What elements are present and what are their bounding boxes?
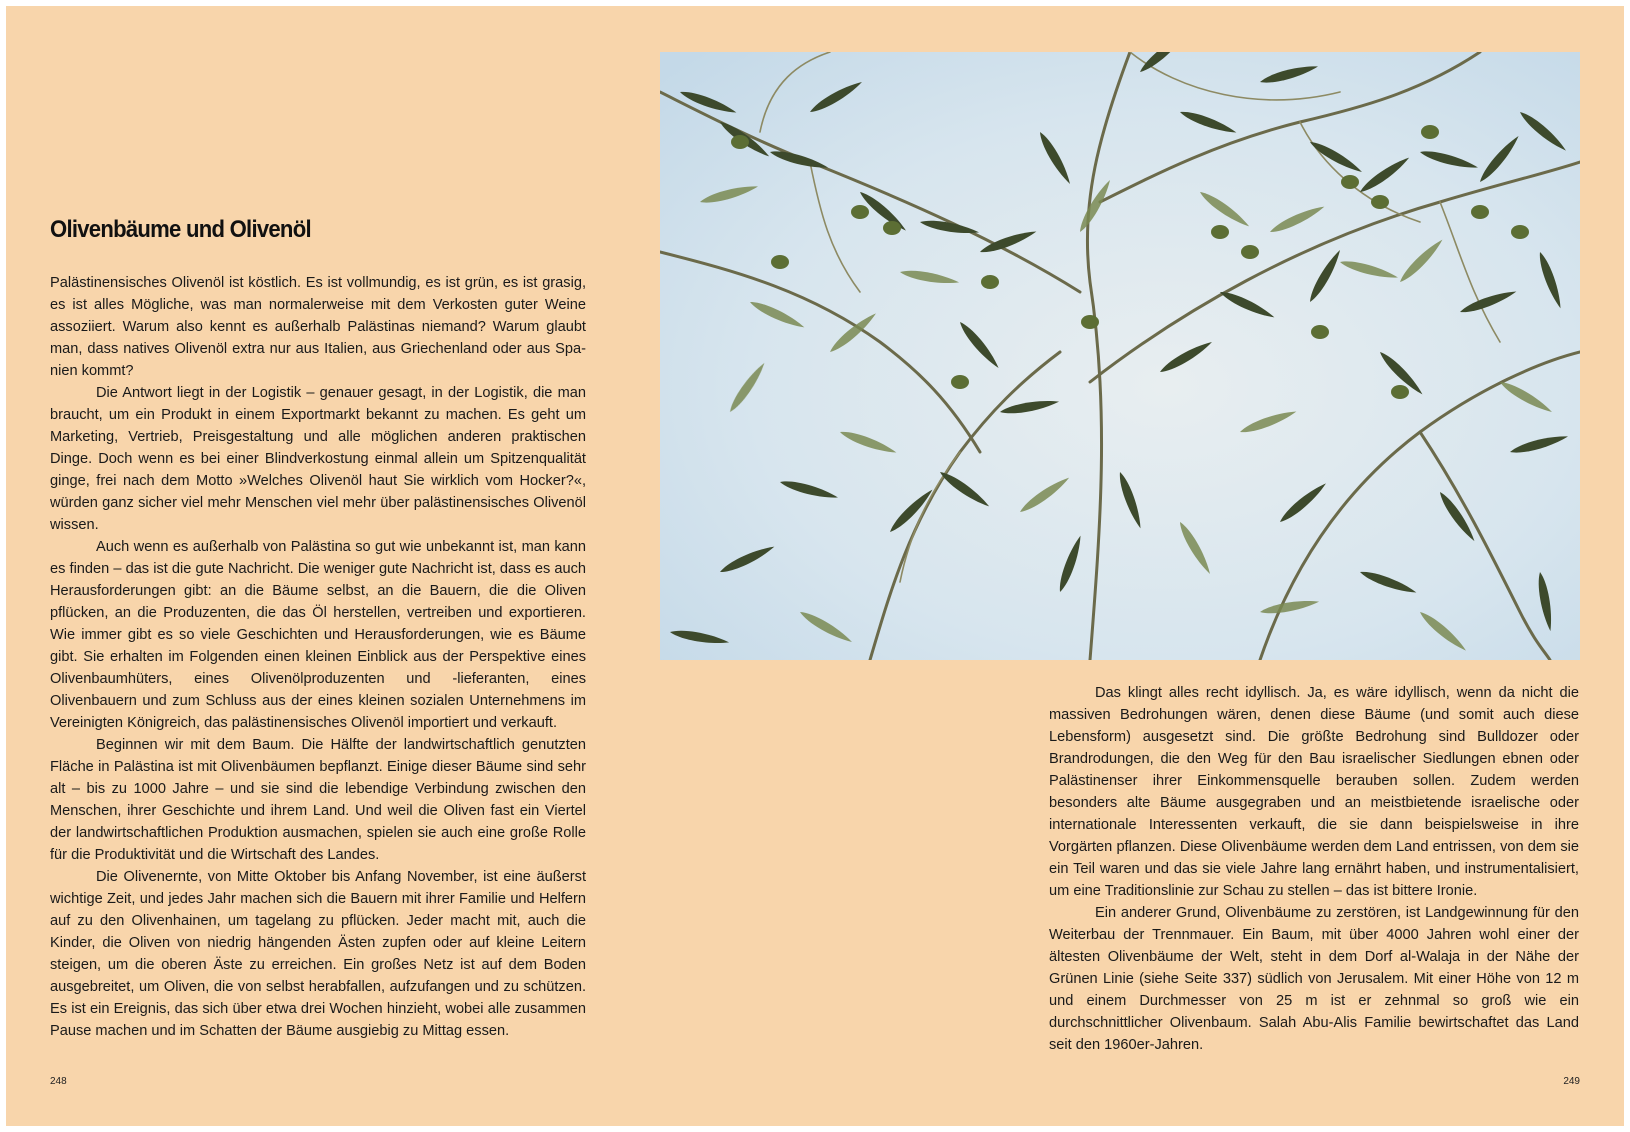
page-number-left: 248 bbox=[50, 1076, 67, 1087]
right-text-column bbox=[1049, 682, 1579, 1056]
paragraph: Die Olivenernte, von Mitte Oktober bis Anfang November, ist eine äußerst wichtige Zeit, und jedes Jahr machen sich die Bauern mit ihrer Familie und Helfern auf zu den Olivenhainen, um tagelang zu pflücken. Jeder macht mit, auch die Kinder, die Oliven von niedrig hängenden Ästen zupfen oder auf kleine Leitern steigen, um die oberen Äste zu erreichen. Ein großes Netz ist auf dem Boden ausgebreitet, um Oliven, die von selbst herabfallen, aufzufangen und zu schützen. Es ist ein Ereignis, das sich über etwa drei Wochen hinzieht, wobei alle zusammen Pause machen und im Schatten der Bäume ausgiebig zu Mittag essen. bbox=[50, 869, 586, 1039]
paragraph: Das klingt alles recht idyllisch. Ja, es wäre idyllisch, wenn da nicht die massiven Bedrohungen wären, denen diese Bäume (und somit auch diese Lebensform) ausgesetzt sind. Die größte Bedrohung sind Bulldozer oder Brandrodungen, die den Weg für den Bau israelischer Siedlungen ebnen oder Palästinenser ihrer Einkommensquelle berauben sollen. Zudem werden besonders alte Bäume ausgegraben und an meistbietende israelische oder internationale Interessenten verkauft, die sie dann beispielsweise in ihre Vorgärten pflanzen. Diese Olivenbäume werden dem Land entrissen, von dem sie ein Teil waren und das sie viele Jahre lang ernährt haben, und instrumentalisiert, um eine Traditionslinie zur Schau zu stellen – das ist bittere Ironie. bbox=[1049, 685, 1579, 899]
paragraph: Ein anderer Grund, Olivenbäume zu zerstören, ist Landgewinnung für den Weiterbau der Trennmauer. Ein Baum, mit über 4000 Jahren wohl einer der ältesten Olivenbäume der Welt, steht in dem Dorf al-Walaja in der Nähe der Grünen Linie (siehe Seite 337) südlich von Jerusalem. Mit einer Höhe von 12 m und einem Durchmesser von 25 m ist er zehnmal so groß wie ein durchschnittlicher Olivenbaum. Salah Abu-Alis Familie bewirtschaftet das Land seit den 1960er-Jahren. bbox=[1049, 905, 1579, 1053]
olive-branch-photo bbox=[660, 52, 1580, 660]
left-text-column bbox=[50, 272, 586, 1042]
page-number-right: 249 bbox=[1563, 1076, 1580, 1087]
chapter-heading: Olivenbäume und Olivenöl bbox=[50, 216, 311, 243]
paragraph: Die Antwort liegt in der Logistik – genauer gesagt, in der Logistik, die man braucht, um ein Produkt in einem Exportmarkt bekannt zu machen. Es geht um Marketing, Vertrieb, Preisgestaltung und alle möglichen anderen praktischen Dinge. Doch wenn es bei einer Blindverkostung einmal allein um Spitzenqualität ginge, frei nach dem Motto »Welches Olivenöl haut Sie wirklich vom Hocker?«, würden ganz sicher viel mehr Menschen viel mehr über palästinensisches Olivenöl wissen. bbox=[50, 385, 586, 533]
left-page bbox=[50, 6, 590, 1126]
book-spread bbox=[6, 6, 1624, 1126]
paragraph: Auch wenn es außerhalb von Palästina so gut wie unbekannt ist, man kann es finden – das ist die gute Nachricht. Die weniger gute Nachricht ist, dass es auch Herausforderungen gibt: an die Bäume selbst, an die Bauern, die die Oliven pflücken, an die Produzenten, die das Öl herstellen, vertreiben und exportieren. Wie immer gibt es so viele Geschichten und Herausforderungen, wie es Bäume gibt. Sie erhalten im Folgenden einen kleinen Einblick aus der Perspektive eines Olivenbaumhüters, eines Olivenölproduzenten und -lieferanten, eines Olivenbauern und zum Schluss aus der eines kleinen sozialen Unternehmens im Vereinigten Königreich, das palästinensisches Olivenöl importiert und verkauft. bbox=[50, 539, 586, 731]
olive-branch-illustration bbox=[660, 52, 1580, 660]
paragraph: Beginnen wir mit dem Baum. Die Hälfte der landwirtschaftlich genutzten Fläche in Palästina ist mit Olivenbäumen bepflanzt. Einige dieser Bäume sind sehr alt – bis zu 1000 Jahre – und sie sind die lebendige Verbindung zwischen den Menschen, ihrer Geschichte und ihrem Land. Und weil die Oliven fast ein Viertel der landwirtschaftlichen Produktion ausmachen, spielen sie auch eine große Rolle für die Produktivität und die Wirtschaft des Landes. bbox=[50, 737, 586, 863]
paragraph: Palästinensisches Olivenöl ist köstlich. Es ist vollmundig, es ist grün, es ist grasig, es ist alles Mögliche, was man normalerweise mit dem Verkosten guter Weine assoziiert. Warum also kennt es außerhalb Palästinas niemand? Warum glaubt man, dass natives Olivenöl extra nur aus Italien, aus Griechenland oder aus Spanien kommt? bbox=[50, 275, 586, 379]
